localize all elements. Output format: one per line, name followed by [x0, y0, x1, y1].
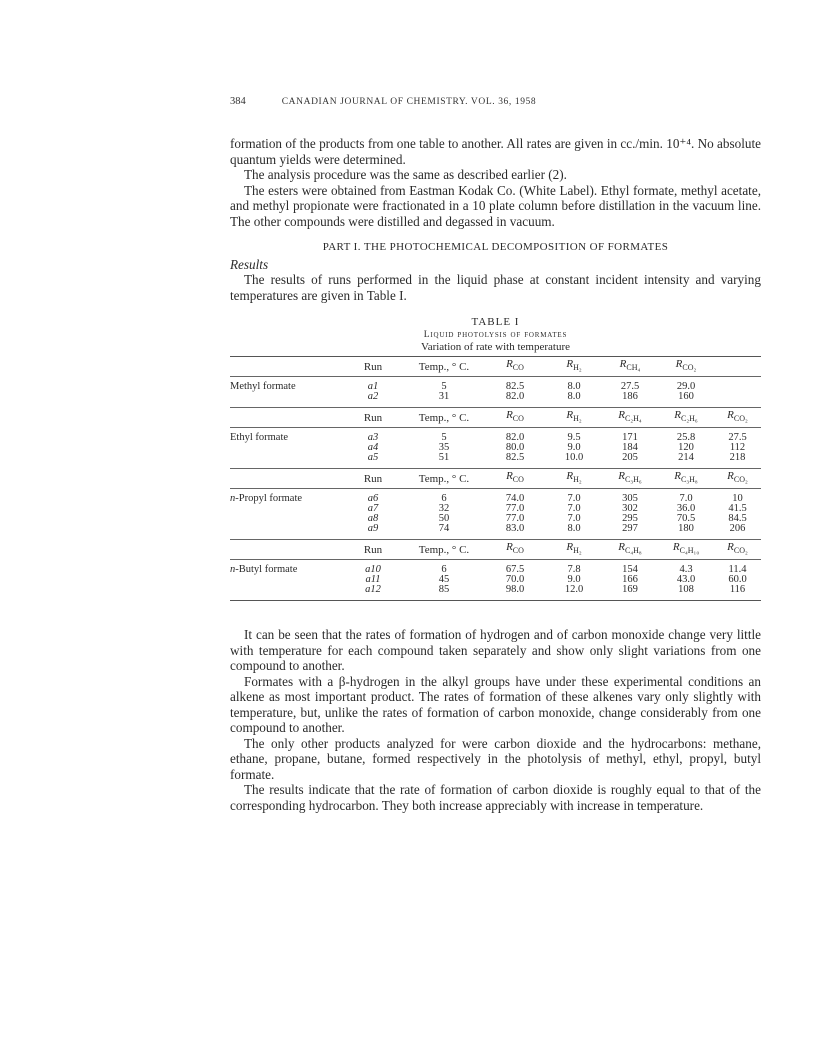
- results-heading: Results: [230, 257, 269, 272]
- table-cell: 7.8: [567, 564, 581, 575]
- column-header: Run: [342, 469, 404, 489]
- table-cell: 12.0: [564, 584, 584, 595]
- table-cell: 4.3: [679, 564, 693, 575]
- table-cell: 206: [729, 523, 746, 534]
- column-header: $R_{H_2}$: [546, 540, 602, 560]
- run-id-cell: a12: [365, 584, 381, 595]
- table-cell: 70.5: [676, 513, 696, 524]
- table-row: [230, 453, 761, 463]
- journal-title: CANADIAN JOURNAL OF CHEMISTRY. VOL. 36, 1958: [281, 97, 537, 107]
- table-cell: 305: [622, 493, 638, 504]
- table-cell: 35: [438, 442, 450, 453]
- table-cell: 77.0: [505, 513, 525, 524]
- table-cell: 9.0: [567, 442, 581, 453]
- table-cell: 8.0: [567, 523, 581, 534]
- table-cell: 74: [438, 523, 450, 534]
- table-cell: 31: [438, 391, 450, 402]
- table-cell: 8.0: [567, 381, 581, 392]
- table-cell: 160: [678, 391, 694, 402]
- table-cell: 10.0: [564, 452, 584, 463]
- column-header: $R_{CO_2}$: [714, 540, 761, 560]
- table-cell: 166: [622, 574, 638, 585]
- table-cell: 184: [622, 442, 638, 453]
- table-cell: 7.0: [567, 503, 581, 514]
- column-header: $R_{H_2}$: [546, 469, 602, 489]
- column-header: $R_{CO}$: [484, 469, 546, 489]
- table-cell: 77.0: [505, 503, 525, 514]
- table-cell: [714, 392, 761, 402]
- column-header: $R_{C_2H_6}$: [658, 408, 714, 428]
- table-cell: 60.0: [728, 574, 747, 585]
- intro-paragraph: The esters were obtained from Eastman Kodak Co. (White Label). Ethyl formate, methyl acetate, and methyl propionate were fractionated in a 10 plate column before distillation in the vacuum line. The other compounds were distilled and degassed in vacuum.: [230, 182, 761, 229]
- run-id-cell: a6: [367, 493, 379, 504]
- column-header: Temp., ° C.: [404, 408, 484, 428]
- table-cell: 82.0: [505, 391, 525, 402]
- table-cell: 83.0: [505, 523, 525, 534]
- table-cell: 80.0: [505, 442, 525, 453]
- column-header: $R_{CO}$: [484, 357, 546, 377]
- table-cell: 6: [441, 564, 447, 575]
- table-cell: 85: [438, 584, 450, 595]
- table-cell: 67.5: [505, 564, 525, 575]
- discussion-section: [230, 627, 761, 813]
- table-title: Liquid photolysis of formates: [423, 330, 568, 340]
- table-cell: 98.0: [505, 584, 525, 595]
- table-cell: 29.0: [676, 381, 696, 392]
- table-header-row: [230, 540, 761, 560]
- table-cell: 6: [441, 493, 447, 504]
- column-header: $R_{CO_2}$: [658, 357, 714, 377]
- table-cell: 186: [622, 391, 638, 402]
- table-cell: 84.5: [728, 513, 747, 524]
- results-paragraph: The results of runs performed in the liquid phase at constant incident intensity and varying temperatures are given in Table I.: [230, 272, 761, 303]
- table-cell: 205: [622, 452, 638, 463]
- run-id-cell: a3: [367, 432, 379, 443]
- table-cell: 82.5: [505, 381, 525, 392]
- table-cell: 218: [729, 452, 746, 463]
- table-header-row: [230, 469, 761, 489]
- running-head: [230, 96, 761, 112]
- run-id-cell: a10: [365, 564, 381, 575]
- table-cell: 82.0: [505, 432, 525, 443]
- table-cell: 11.4: [728, 564, 747, 575]
- column-header: $R_{CO}$: [484, 540, 546, 560]
- table-cell: 36.0: [676, 503, 696, 514]
- table-cell: 10: [732, 493, 743, 504]
- table-cell: 154: [622, 564, 638, 575]
- table-cell: 7.0: [679, 493, 693, 504]
- rates-table: [230, 356, 761, 601]
- table-cell: 50: [438, 513, 450, 524]
- discussion-paragraph: It can be seen that the rates of formation of hydrogen and of carbon monoxide change very little with temperature for each compound taken separately and show only slight variations from one compound to another.: [230, 627, 761, 673]
- table-cell: 297: [622, 523, 638, 534]
- table-cell: 43.0: [676, 574, 696, 585]
- table-cell: 82.5: [505, 452, 525, 463]
- run-id-cell: a5: [367, 452, 379, 463]
- run-id-cell: a2: [367, 391, 379, 402]
- table-row: [230, 585, 761, 595]
- compound-name: n-Propyl formate: [230, 493, 303, 504]
- table-cell: 171: [622, 432, 638, 443]
- table-cell: 9.0: [567, 574, 581, 585]
- table-caption: [230, 315, 761, 354]
- column-header: Temp., ° C.: [404, 540, 484, 560]
- column-header: Temp., ° C.: [404, 357, 484, 377]
- table-cell: 302: [622, 503, 638, 514]
- column-header: Temp., ° C.: [404, 469, 484, 489]
- run-id-cell: a11: [365, 574, 381, 585]
- column-header: $R_{C_3H_6}$: [602, 469, 658, 489]
- table-cell: 8.0: [567, 391, 581, 402]
- column-header: $R_{C_2H_4}$: [602, 408, 658, 428]
- table-cell: 108: [678, 584, 694, 595]
- table-number: TABLE I: [471, 316, 520, 328]
- compound-name: Methyl formate: [230, 381, 296, 392]
- intro-paragraph: The analysis procedure was the same as described earlier (2).: [244, 167, 567, 182]
- column-header: $R_{C_4H_{10}}$: [658, 540, 714, 560]
- column-header: $R_{H_2}$: [546, 357, 602, 377]
- table-subtitle: Variation of rate with temperature: [420, 341, 571, 353]
- table-cell: 5: [441, 381, 447, 392]
- run-id-cell: a1: [367, 381, 379, 392]
- table-cell: 32: [438, 503, 450, 514]
- table-cell: 7.0: [567, 513, 581, 524]
- table-cell: 45: [438, 574, 450, 585]
- table-cell: 25.8: [676, 432, 696, 443]
- discussion-paragraph: Formates with a β-hydrogen in the alkyl groups have under these experimental conditions an alkene as most important product. The rates of formation of these alkenes vary only slightly with temperature, but, unlike the rates of formation of carbon monoxide, change considerably from one compound to another.: [230, 673, 761, 735]
- column-header: $R_{CH_4}$: [602, 357, 658, 377]
- discussion-paragraph: The only other products analyzed for were carbon dioxide and the hydrocarbons: methane, ethane, propane, butane, formed respectively in the photolysis of methyl, ethyl, propyl, butyl formate.: [230, 735, 761, 782]
- table-cell: 70.0: [505, 574, 525, 585]
- column-header: $R_{C_4H_8}$: [602, 540, 658, 560]
- column-header: $R_{CO_2}$: [714, 469, 761, 489]
- column-header: [714, 357, 761, 377]
- table-cell: 180: [678, 523, 694, 534]
- run-id-cell: a7: [367, 503, 379, 514]
- table-cell: 112: [729, 442, 746, 453]
- page-number: 384: [230, 96, 246, 107]
- table-cell: 41.5: [728, 503, 747, 514]
- table-cell: [714, 382, 761, 392]
- column-header: $R_{H_2}$: [546, 408, 602, 428]
- table-cell: 5: [441, 432, 447, 443]
- column-header: Run: [342, 357, 404, 377]
- table-row: [230, 392, 761, 402]
- table-cell: 120: [678, 442, 694, 453]
- table-header-row: [230, 408, 761, 428]
- table-cell: 116: [729, 584, 746, 595]
- table-cell: 295: [622, 513, 638, 524]
- run-id-cell: a4: [367, 442, 379, 453]
- table-cell: 74.0: [505, 493, 525, 504]
- journal-page: [230, 96, 761, 813]
- table-cell: 9.5: [567, 432, 581, 443]
- column-header: $R_{C_3H_8}$: [658, 469, 714, 489]
- run-id-cell: a9: [367, 523, 379, 534]
- column-header: Run: [342, 408, 404, 428]
- column-header: Run: [342, 540, 404, 560]
- compound-name: n-Butyl formate: [230, 564, 298, 575]
- run-id-cell: a8: [367, 513, 379, 524]
- discussion-paragraph: The results indicate that the rate of formation of carbon dioxide is roughly equal to that of the corresponding hydrocarbon. They both increase appreciably with increase in temperature.: [230, 782, 761, 813]
- table-cell: 169: [622, 584, 638, 595]
- table-cell: 51: [438, 452, 450, 463]
- section-title: PART I. THE PHOTOCHEMICAL DECOMPOSITION OF FORMATES: [322, 241, 669, 253]
- table-cell: 27.5: [728, 432, 747, 443]
- intro-section: [230, 136, 761, 229]
- table-cell: 7.0: [567, 493, 581, 504]
- table-cell: 27.5: [620, 381, 640, 392]
- column-header: $R_{CO}$: [484, 408, 546, 428]
- column-header: $R_{CO_2}$: [714, 408, 761, 428]
- table-row: [230, 524, 761, 534]
- compound-name: Ethyl formate: [230, 432, 289, 443]
- table-header-row: [230, 357, 761, 377]
- intro-paragraph: formation of the products from one table to another. All rates are given in cc./min. 10⁺⁴. No absolute quantum yields were determined.: [230, 136, 761, 167]
- table-cell: 214: [678, 452, 694, 463]
